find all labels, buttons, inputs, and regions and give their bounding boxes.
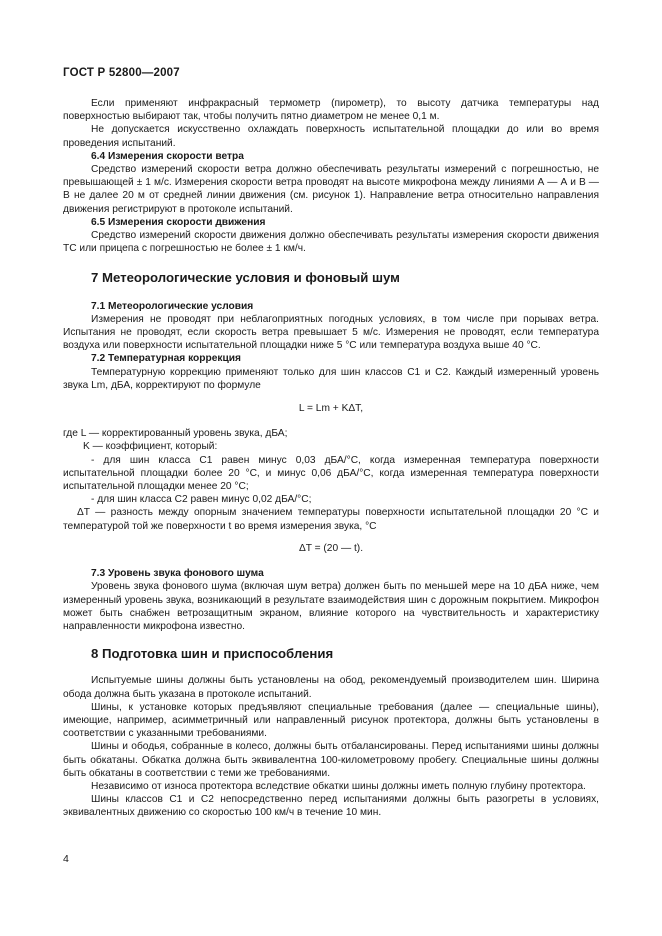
delta-t-definition: ΔT — разность между опорным значением температуры поверхности испытательной площадки 20 °С и температурой той же поверхности t во время измерения звука, °С bbox=[63, 507, 599, 532]
formula-correction: L = Lm + KΔT, bbox=[298, 403, 364, 415]
section-7-2-title: 7.2 Температурная коррекция bbox=[91, 353, 241, 365]
section-6-5-title: 6.5 Измерения скорости движения bbox=[91, 216, 266, 228]
paragraph-8-warmup: Шины классов С1 и С2 непосредственно перед испытаниями должны быть разогреты в условиях, эквивалентных движению со скоростью 100 км/ч в течение 10 мин. bbox=[63, 794, 599, 819]
standard-header: ГОСТ Р 52800—2007 bbox=[63, 67, 180, 79]
section-7-1-title: 7.1 Метеорологические условия bbox=[91, 300, 254, 312]
section-7-3-title: 7.3 Уровень звука фонового шума bbox=[91, 568, 264, 580]
document-body bbox=[63, 97, 599, 820]
paragraph-7-3: Уровень звука фонового шума (включая шум ветра) должен быть по меньшей мере на 10 дБА ниже, чем измеренный уровень звука, возникающий в результате взаимодействия шин с дорожным покрытием. Микрофон может быть снабжен ветрозащитным экраном, влияние которого на чувствительность и характеристику направленности микрофона известно. bbox=[63, 581, 599, 632]
paragraph-7-2: Температурную коррекцию применяют только для шин классов С1 и С2. Каждый измеренный уровень звука Lm, дБА, корректируют по формуле bbox=[63, 366, 599, 391]
section-6-4-title: 6.4 Измерения скорости ветра bbox=[91, 150, 244, 162]
where-k-definition: K — коэффициент, который: bbox=[83, 441, 218, 453]
paragraph-no-cooling: Не допускается искусственно охлаждать поверхность испытательной площадки до или во время проведения испытаний. bbox=[63, 124, 599, 149]
paragraph-8-special-tyres: Шины, к установке которых предъявляют специальные требования (далее — специальные шины), имеющие, например, асимметричный или направленный рисунок протектора, должны быть установлены в соответствии с указанными требованиями. bbox=[63, 701, 599, 740]
paragraph-7-1: Измерения не проводят при неблагоприятных погодных условиях, в том числе при порывах ветра. Испытания не проводят, если скорость ветра превышает 5 м/с. Измерения не проводят, если температура воздуха или поверхности испытательной площадки ниже 5 °С или температура воздуха выше 40 °С. bbox=[63, 313, 599, 352]
chapter-7-title: 7 Метеорологические условия и фоновый шум bbox=[91, 270, 400, 286]
k-value-class-c1: - для шин класса С1 равен минус 0,03 дБА/°С, когда измеренная температура поверхности испытательной площадки более 20 °С, и минус 0,06 дБА/°С, когда измеренная температура поверхности испытательной площадки менее 20 °С; bbox=[63, 454, 599, 493]
chapter-8-title: 8 Подготовка шин и приспособления bbox=[91, 646, 334, 662]
paragraph-6-4: Средство измерений скорости ветра должно обеспечивать результаты измерений с погрешностью, не превышающей ± 1 м/с. Измерения скорости ветра проводят на высоте микрофона между линиями А — А и В — В не далее 20 м от средней линии движения (см. рисунок 1). Направление ветра относительно направления движения регистрируют в протоколе испытаний. bbox=[63, 164, 599, 215]
paragraph-ir-thermometer: Если применяют инфракрасный термометр (пирометр), то высоту датчика температуры над поверхностью выбирают так, чтобы получить пятно диаметром не менее 0,1 м. bbox=[63, 98, 599, 123]
paragraph-6-5: Средство измерений скорости движения должно обеспечивать результаты измерения скорости движения ТС или прицепа с погрешностью не более ± 1 км/ч. bbox=[63, 230, 599, 255]
where-l-definition: где L — корректированный уровень звука, дБА; bbox=[63, 428, 288, 440]
paragraph-8-balancing: Шины и ободья, собранные в колесо, должны быть отбалансированы. Перед испытаниями шины должны быть обкатаны. Обкатка должна быть эквивалентна 100-километровому пробегу. Специальные шины должны быть обкатаны в соответствии с теми же требованиями. bbox=[63, 741, 599, 779]
page-number: 4 bbox=[63, 853, 69, 865]
formula-delta-t: ΔT = (20 — t). bbox=[298, 542, 364, 554]
paragraph-8-rim: Испытуемые шины должны быть установлены на обод, рекомендуемый производителем шин. Ширина обода должна быть указана в протоколе испытаний. bbox=[63, 675, 599, 700]
k-value-class-c2: - для шин класса С2 равен минус 0,02 дБА/°С; bbox=[91, 494, 312, 506]
paragraph-8-tread-depth: Независимо от износа протектора вследствие обкатки шины должны иметь полную глубину протектора. bbox=[91, 780, 586, 792]
